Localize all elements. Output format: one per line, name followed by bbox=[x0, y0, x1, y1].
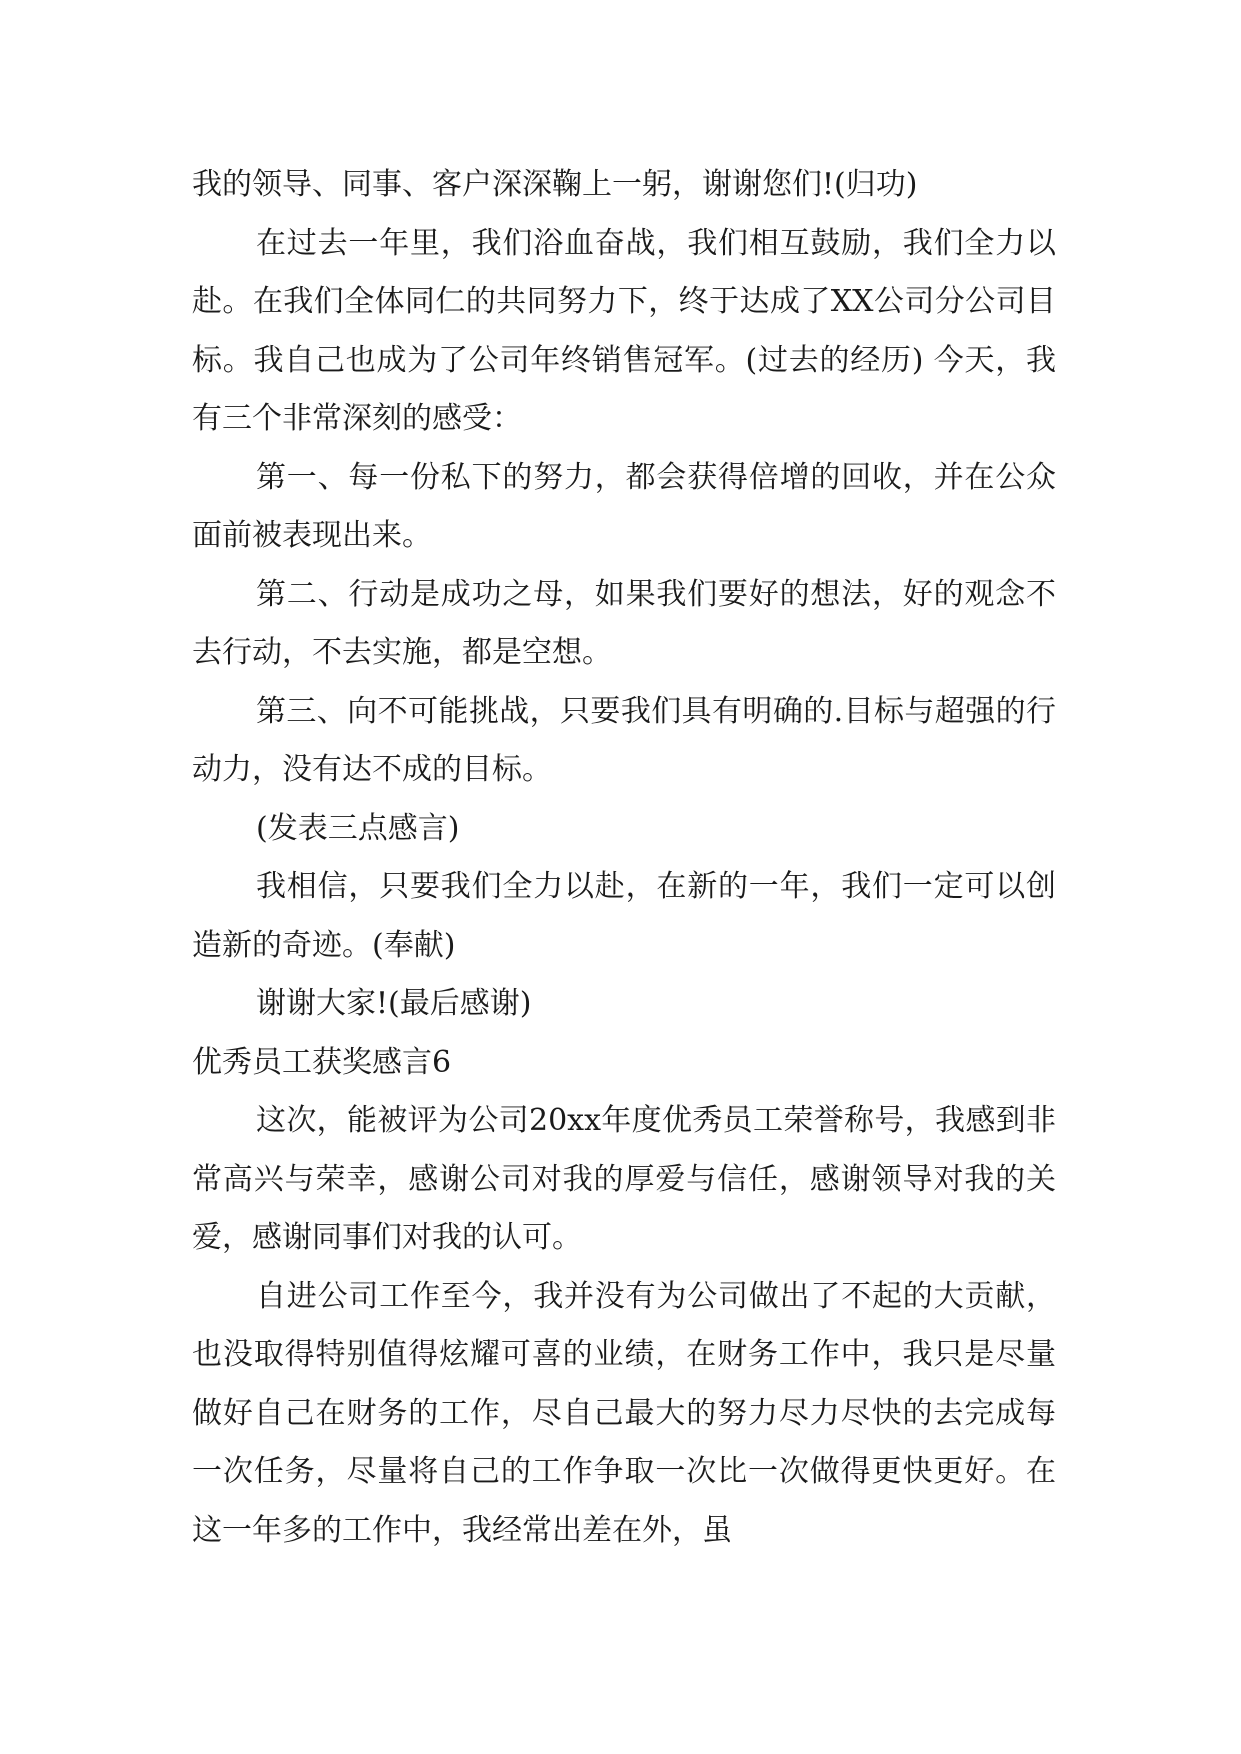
paragraph-thanks: 谢谢大家!(最后感谢) bbox=[256, 986, 532, 1021]
section-heading: 优秀员工获奖感言6 bbox=[192, 1044, 452, 1080]
paragraph-work-experience: 自进公司工作至今，我并没有为公司做出了不起的大贡献，也没取得特别值得炫耀可喜的业绩，在财务工作中，我只是尽量做好自己在财务的工作，尽自己最大的努力尽力尽快的去完成每一次任务，尽量将自己的工作争取一次比一次做得更快更好。在这一年多的工作中，我经常出差在外，虽 bbox=[192, 1278, 1056, 1548]
paragraph-award-honor: 这次，能被评为公司20xx年度优秀员工荣誉称号，我感到非常高兴与荣幸，感谢公司对我的厚爱与信任，感谢领导对我的关爱，感谢同事们对我的认可。 bbox=[192, 1103, 1056, 1255]
paragraph-point-two: 第二、行动是成功之母，如果我们要好的想法，好的观念不去行动，不去实施，都是空想。 bbox=[192, 576, 1056, 670]
paragraph-gratitude: 我的领导、同事、客户深深鞠上一躬，谢谢您们!(归功) bbox=[192, 167, 918, 202]
paragraph-point-one: 第一、每一份私下的努力，都会获得倍增的回收，并在公众面前被表现出来。 bbox=[192, 459, 1056, 553]
paragraph-three-points-note: (发表三点感言) bbox=[256, 810, 460, 846]
document-body bbox=[192, 156, 1056, 1560]
paragraph-past-year: 在过去一年里，我们浴血奋战，我们相互鼓励，我们全力以赴。在我们全体同仁的共同努力下，终于达成了XX公司分公司目标。我自己也成为了公司年终销售冠军。(过去的经历) 今天，我有三个非常深刻的感受： bbox=[192, 225, 1056, 436]
paragraph-point-three: 第三、向不可能挑战，只要我们具有明确的.目标与超强的行动力，没有达不成的目标。 bbox=[192, 693, 1056, 787]
paragraph-belief: 我相信，只要我们全力以赴，在新的一年，我们一定可以创造新的奇迹。(奉献) bbox=[192, 869, 1056, 963]
